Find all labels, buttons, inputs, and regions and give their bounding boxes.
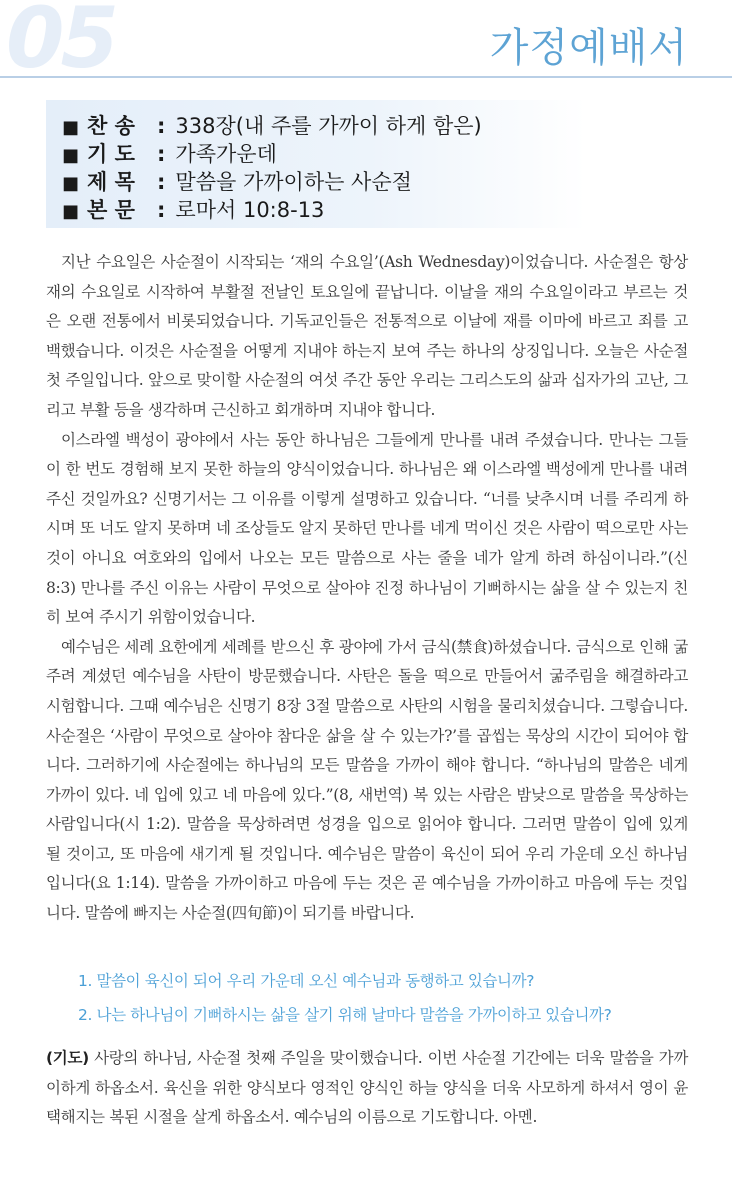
square-bullet-icon: ■: [62, 201, 80, 222]
subject-value: 말씀을 가까이하는 사순절: [175, 170, 412, 194]
scripture-row: [62, 200, 324, 221]
square-bullet-icon: ■: [62, 173, 80, 194]
question-item: 1. 말씀이 육신이 되어 우리 가운데 오신 예수님과 동행하고 있습니까?: [78, 972, 535, 990]
sermon-paragraph: 지난 수요일은 사순절이 시작되는 ‘재의 수요일’(Ash Wednesday)이었습니다. 사순절은 항상 재의 수요일로 시작하여 부활절 전날인 토요일에 끝납니다. 이날을 재의 수요일이라고 부르는 것은 오랜 전통에서 비롯되었습니다. 기독교인들은 전통적으로 이날에 재를 이마에 바르고 죄를 고백했습니다. 이것은 사순절을 어떻게 지내야 하는지 보여 주는 하나의 상징입니다. 오늘은 사순절 첫 주일입니다. 앞으로 맞이할 사순절의 여섯 주간 동안 우리는 그리스도의 삶과 십자가의 고난, 그리고 부활 등을 생각하며 근신하고 회개하며 지내야 합니다.: [46, 253, 688, 419]
colon: :: [157, 114, 166, 138]
square-bullet-icon: ■: [62, 117, 80, 138]
subject-row: [62, 172, 412, 193]
colon: :: [157, 198, 166, 222]
hymn-label: 찬 송: [87, 114, 135, 138]
hymn-value: 338장(내 주를 가까이 하게 함은): [175, 114, 482, 138]
page-number: 05: [6, 0, 115, 87]
hymn-row: [62, 116, 482, 137]
sermon-body: [46, 248, 688, 929]
question-item: 2. 나는 하나님이 기뻐하시는 삶을 살기 위해 날마다 말씀을 가까이하고 있습니까?: [78, 1006, 612, 1024]
prayer-text: 사랑의 하나님, 사순절 첫째 주일을 맞이했습니다. 이번 사순절 기간에는 더욱 말씀을 가까이하게 하옵소서. 육신을 위한 양식보다 영적인 양식인 하늘 양식을 더욱 사모하게 하셔서 영이 윤택해지는 복된 시절을 살게 하옵소서. 예수님의 이름으로 기도합니다. 아멘.: [46, 1049, 688, 1127]
closing-prayer: [46, 1044, 688, 1133]
reflection-questions: [78, 964, 611, 1032]
section-title: 가정예배서: [489, 26, 688, 70]
prayer-row: [62, 144, 277, 165]
colon: :: [157, 142, 166, 166]
scripture-label: 본 문: [87, 198, 135, 222]
subject-label: 제 목: [87, 170, 135, 194]
scripture-value: 로마서 10:8-13: [175, 198, 325, 222]
prayer-value: 가족가운데: [175, 142, 277, 166]
square-bullet-icon: ■: [62, 145, 80, 166]
sermon-paragraph: 예수님은 세례 요한에게 세례를 받으신 후 광야에 가서 금식(禁食)하셨습니다. 금식으로 인해 굶주려 계셨던 예수님을 사탄이 방문했습니다. 사탄은 돌을 떡으로 만들어서 굶주림을 해결하라고 시험합니다. 그때 예수님은 신명기 8장 3절 말씀으로 사탄의 시험을 물리치셨습니다. 그렇습니다. 사순절은 ‘사람이 무엇으로 살아야 참다운 삶을 살 수 있는가?’를 곱씹는 묵상의 시간이 되어야 합니다. 그러하기에 사순절에는 하나님의 모든 말씀을 가까이 해야 합니다. “하나님의 말씀은 네게 가까이 있다. 네 입에 있고 네 마음에 있다.”(8, 새번역) 복 있는 사람은 밤낮으로 말씀을 묵상하는 사람입니다(시 1:2). 말씀을 묵상하려면 성경을 입으로 읽어야 합니다. 그러면 말씀이 입에 있게 될 것이고, 또 마음에 새기게 될 것입니다. 예수님은 말씀이 육신이 되어 우리 가운데 오신 하나님입니다(요 1:14). 말씀을 가까이하고 마음에 두는 것은 곧 예수님을 가까이하고 마음에 두는 것입니다. 말씀에 빠지는 사순절(四旬節)이 되기를 바랍니다.: [46, 637, 688, 923]
sermon-paragraph: 이스라엘 백성이 광야에서 사는 동안 하나님은 그들에게 만나를 내려 주셨습니다. 만나는 그들이 한 번도 경험해 보지 못한 하늘의 양식이었습니다. 하나님은 왜 이스라엘 백성에게 만나를 내려 주신 것일까요? 신명기서는 그 이유를 이렇게 설명하고 있습니다. “너를 낮추시며 너를 주리게 하시며 또 너도 알지 못하며 네 조상들도 알지 못하던 만나를 네게 먹이신 것은 사람이 떡으로만 사는 것이 아니요 여호와의 입에서 나오는 모든 말씀으로 사는 줄을 네가 알게 하려 하심이니라.”(신 8:3) 만나를 주신 이유는 사람이 무엇으로 살아야 진정 하나님이 기뻐하시는 삶을 살 수 있는지 친히 보여 주시기 위함이었습니다.: [46, 430, 688, 627]
prayer-label: 기 도: [87, 142, 135, 166]
colon: :: [157, 170, 166, 194]
prayer-section-label: (기도): [46, 1049, 89, 1067]
